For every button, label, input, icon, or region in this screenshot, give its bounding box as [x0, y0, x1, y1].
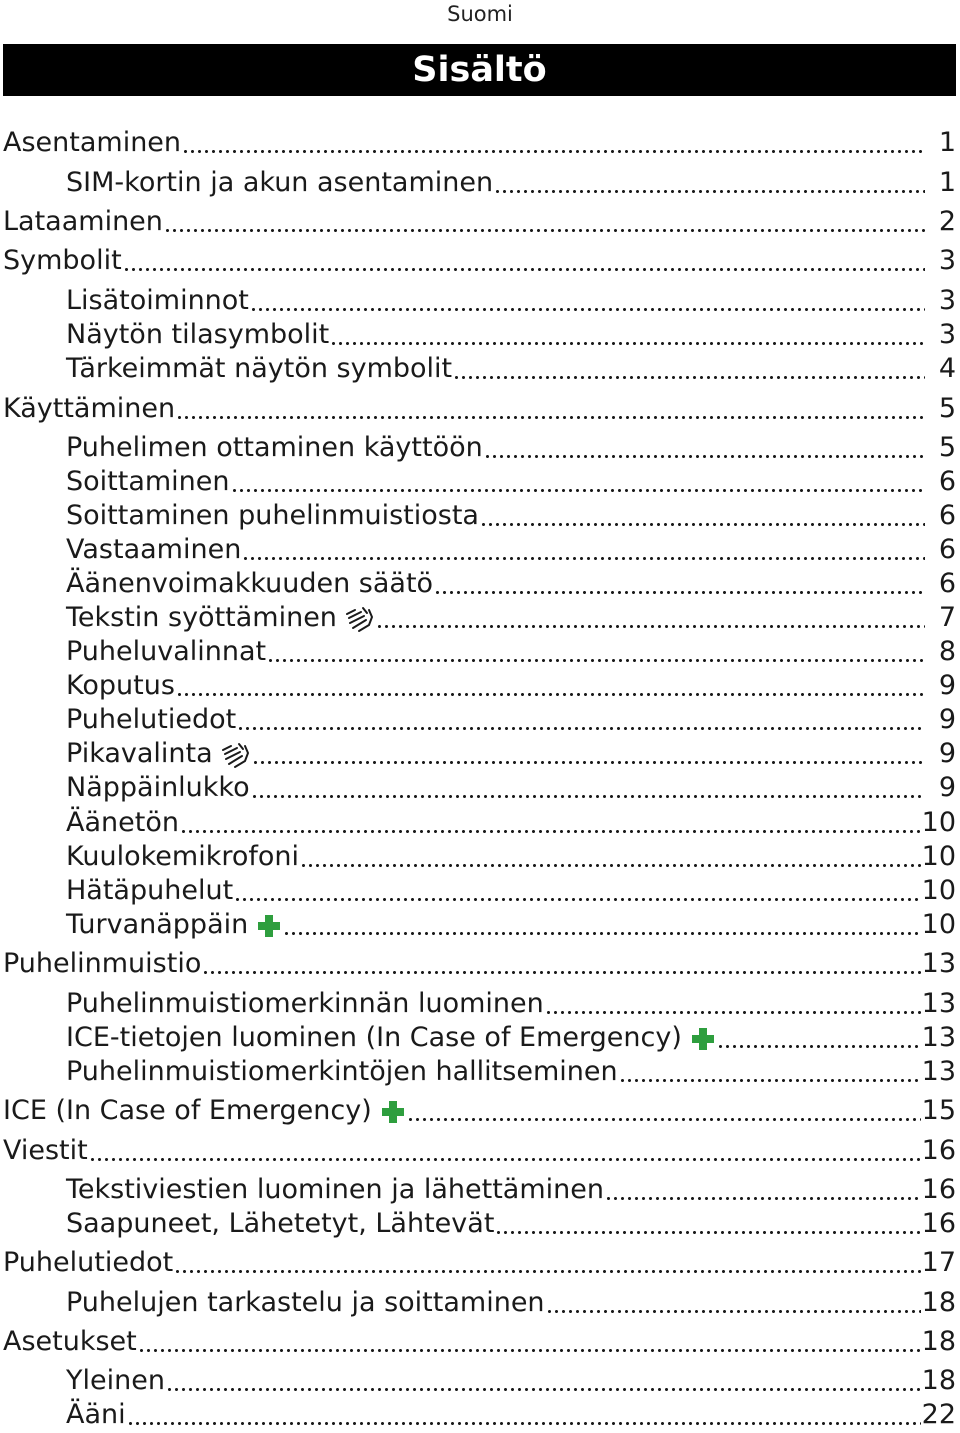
toc-entry-text: Yleinen [66, 1365, 165, 1396]
toc-page-number: 18 [921, 1326, 956, 1357]
dot-leader [494, 165, 925, 201]
toc-entry-label [66, 1054, 618, 1090]
toc-page-number: 13 [921, 988, 956, 1019]
toc-entry[interactable] [66, 805, 956, 841]
toc-entry-text: Vastaaminen [66, 534, 242, 565]
dot-leader [166, 1363, 921, 1399]
dot-leader [376, 600, 925, 636]
toc-page-number: 10 [921, 875, 956, 906]
toc-entry[interactable] [66, 873, 956, 909]
toc-entry-text: Äänenvoimakkuuden säätö [66, 568, 434, 599]
toc-entry-text: Näytön tilasymbolit [66, 319, 330, 350]
toc-entry[interactable] [66, 1054, 956, 1090]
toc-entry-text: Koputus [66, 670, 175, 701]
toc-entry-label [3, 1245, 173, 1281]
dot-leader [182, 125, 925, 161]
green-plus-icon [380, 1099, 406, 1125]
toc-entry-label [66, 317, 329, 353]
toc-entry-text: Puheluvalinnat [66, 636, 267, 667]
toc-entry-text: Asentaminen [3, 127, 182, 158]
toc-page-number: 18 [921, 1365, 956, 1396]
dot-leader [138, 1324, 921, 1360]
toc-entry[interactable] [66, 907, 956, 943]
dot-leader [164, 204, 925, 240]
toc-entry-text: ICE (In Case of Emergency) [3, 1095, 372, 1126]
dot-leader [180, 805, 921, 841]
toc-entry[interactable] [66, 634, 956, 670]
toc-entry-text: Puhelinmuistiomerkinnän luominen [66, 988, 544, 1019]
dot-leader [251, 770, 925, 806]
toc-entry[interactable] [66, 770, 956, 806]
toc-page-number: 3 [938, 319, 956, 350]
toc-entry[interactable] [66, 839, 956, 875]
toc-page-number: 1 [938, 167, 956, 198]
toc-entry[interactable] [66, 1206, 956, 1242]
toc-page-number: 9 [938, 670, 956, 701]
dot-leader [545, 986, 921, 1022]
toc-entry-label [66, 1285, 545, 1321]
toc-page-number: 5 [938, 432, 956, 463]
toc-entry-text: Viestit [3, 1135, 88, 1166]
toc-entry-label [3, 243, 122, 279]
toc-entry-label [66, 1172, 604, 1208]
toc-entry-text: Soittaminen puhelinmuistiosta [66, 500, 479, 531]
toc-entry-text: Kuulokemikrofoni [66, 841, 299, 872]
toc-page-number: 17 [921, 1247, 956, 1278]
toc-entry-text: ICE-tietojen luominen (In Case of Emergency) [66, 1022, 682, 1053]
toc-entry-text: SIM-kortin ja akun asentaminen [66, 167, 494, 198]
toc-entry-label [66, 986, 544, 1022]
dot-leader [231, 464, 925, 500]
toc-entry-text: Turvanäppäin [66, 909, 249, 940]
dot-leader [174, 1245, 920, 1281]
toc-entry[interactable] [66, 566, 956, 602]
toc-entry-label [66, 283, 249, 319]
toc-page-number: 16 [921, 1135, 956, 1166]
toc-entry-label [66, 600, 375, 636]
toc-entry[interactable] [66, 165, 956, 201]
toc-entry-text: Lataaminen [3, 206, 163, 237]
toc-entry-label [3, 204, 163, 240]
dot-leader [234, 873, 920, 909]
toc-entry[interactable] [66, 600, 956, 636]
toc-entry-label [66, 634, 266, 670]
toc-entry-label [66, 1020, 716, 1056]
toc-entry-label [66, 702, 236, 738]
toc-entry-label [66, 873, 233, 909]
toc-entry-text: Saapuneet, Lähetetyt, Lähtevät [66, 1208, 495, 1239]
toc-page-number: 18 [921, 1287, 956, 1318]
toc-entry[interactable] [3, 946, 956, 982]
dot-leader [89, 1133, 921, 1169]
toc-entry[interactable] [66, 532, 956, 568]
toc-entry-label [66, 498, 479, 534]
dot-leader [300, 839, 921, 875]
toc-page-number: 9 [938, 738, 956, 769]
toc-entry-label [66, 430, 483, 466]
toc-page-number: 22 [921, 1399, 956, 1430]
toc-entry-text: Käyttäminen [3, 393, 176, 424]
toc-entry-label [66, 351, 452, 387]
toc-page-number: 3 [938, 285, 956, 316]
dot-leader [267, 634, 925, 670]
toc-entry-label [66, 839, 299, 875]
toc-page-number: 13 [921, 1056, 956, 1087]
toc-entry[interactable] [3, 1093, 956, 1129]
toc-entry[interactable] [66, 430, 956, 466]
toc-entry-text: Puhelinmuistio [3, 948, 202, 979]
toc-entry-text: Äänetön [66, 807, 179, 838]
toc-entry-text: Ääni [66, 1399, 126, 1430]
toc-entry-text: Soittaminen [66, 466, 230, 497]
toc-page-number: 9 [938, 704, 956, 735]
toc-entry[interactable] [3, 243, 956, 279]
toc-entry-text: Pikavalinta [66, 738, 213, 769]
hand-pointer-icon [345, 604, 375, 634]
dot-leader [252, 736, 925, 772]
toc-page-number: 10 [921, 807, 956, 838]
toc-entry-label [66, 566, 433, 602]
green-plus-icon [256, 913, 282, 939]
toc-entry[interactable] [66, 1020, 956, 1056]
toc-page-number: 16 [921, 1174, 956, 1205]
dot-leader [242, 532, 925, 568]
toc-entry-label [66, 907, 282, 943]
toc-entry[interactable] [66, 736, 956, 772]
toc-entry-text: Puhelujen tarkastelu ja soittaminen [66, 1287, 545, 1318]
toc-entry-label [3, 125, 181, 161]
toc-entry[interactable] [3, 125, 956, 161]
toc-entry-label [66, 770, 250, 806]
toc-entry-text: Lisätoiminnot [66, 285, 249, 316]
toc-page-number: 7 [938, 602, 956, 633]
dot-leader [619, 1054, 921, 1090]
toc-page-number: 2 [938, 206, 956, 237]
toc-entry-text: Hätäpuhelut [66, 875, 234, 906]
toc-entry[interactable] [3, 391, 956, 427]
toc-entry[interactable] [3, 204, 956, 240]
toc-entry-text: Näppäinlukko [66, 772, 250, 803]
toc-page-number: 6 [938, 500, 956, 531]
toc-page-number: 3 [938, 245, 956, 276]
dot-leader [250, 283, 925, 319]
toc-entry-label [66, 1206, 494, 1242]
toc-entry[interactable] [66, 668, 956, 704]
toc-entry[interactable] [66, 702, 956, 738]
dot-leader [202, 946, 920, 982]
hand-pointer-icon [221, 740, 251, 770]
toc-entry-text: Puhelutiedot [3, 1247, 174, 1278]
toc-entry[interactable] [66, 351, 956, 387]
toc-entry-text: Tekstin syöttäminen [66, 602, 337, 633]
toc-page-number: 13 [921, 1022, 956, 1053]
toc-entry[interactable] [3, 1245, 956, 1281]
toc-entry[interactable] [66, 498, 956, 534]
toc-page-number: 5 [938, 393, 956, 424]
toc-entry[interactable] [66, 1172, 956, 1208]
dot-leader [330, 317, 925, 353]
dot-leader [434, 566, 925, 602]
toc-entry-label [66, 165, 493, 201]
dot-leader [605, 1172, 921, 1208]
toc-page-number: 16 [921, 1208, 956, 1239]
toc-entry-label [66, 464, 230, 500]
toc-entry-label [66, 805, 179, 841]
toc-entry-label [66, 532, 241, 568]
language-label: Suomi [447, 2, 513, 26]
toc-entry-label [66, 668, 175, 704]
toc-entry[interactable] [3, 1324, 956, 1360]
toc-entry-text: Asetukset [3, 1326, 137, 1357]
toc-entry[interactable] [66, 1285, 956, 1321]
page-title: Sisältö [3, 44, 956, 96]
toc-entry-label [3, 1093, 406, 1129]
toc-page-number: 6 [938, 466, 956, 497]
toc-entry-text: Tekstiviestien luominen ja lähettäminen [66, 1174, 604, 1205]
dot-leader [176, 668, 925, 704]
toc-page-number: 6 [938, 568, 956, 599]
dot-leader [717, 1020, 921, 1056]
toc-entry-label [3, 391, 175, 427]
dot-leader [407, 1093, 921, 1129]
dot-leader [237, 702, 925, 738]
toc-page-number: 8 [938, 636, 956, 667]
dot-leader [283, 907, 920, 943]
dot-leader [453, 351, 925, 387]
toc-page-number: 4 [938, 353, 956, 384]
toc-entry-text: Puhelimen ottaminen käyttöön [66, 432, 483, 463]
dot-leader [480, 498, 925, 534]
toc-entry[interactable] [66, 317, 956, 353]
toc-entry-text: Tärkeimmät näytön symbolit [66, 353, 453, 384]
dot-leader [123, 243, 925, 279]
toc-entry-text: Symbolit [3, 245, 122, 276]
toc-page-number: 1 [938, 127, 956, 158]
toc-entry[interactable] [3, 1133, 956, 1169]
toc-page-number: 15 [921, 1095, 956, 1126]
toc-page-number: 10 [921, 909, 956, 940]
toc-entry-text: Puhelutiedot [66, 704, 237, 735]
toc-entry-label [66, 736, 251, 772]
dot-leader [546, 1285, 921, 1321]
toc-entry-label [3, 1324, 137, 1360]
toc-entry[interactable] [66, 283, 956, 319]
toc-entry-label [66, 1363, 165, 1399]
toc-entry-label [3, 1133, 88, 1169]
green-plus-icon [690, 1026, 716, 1052]
toc-page-number: 13 [921, 948, 956, 979]
toc-entry[interactable] [66, 986, 956, 1022]
dot-leader [495, 1206, 920, 1242]
toc-page-number: 6 [938, 534, 956, 565]
toc-page-number: 10 [921, 841, 956, 872]
dot-leader [484, 430, 925, 466]
toc-page-number: 9 [938, 772, 956, 803]
dot-leader [176, 391, 925, 427]
toc-entry[interactable] [66, 464, 956, 500]
toc-entry-text: Puhelinmuistiomerkintöjen hallitseminen [66, 1056, 618, 1087]
toc-entry[interactable] [66, 1363, 956, 1399]
toc-entry-label [3, 946, 201, 982]
